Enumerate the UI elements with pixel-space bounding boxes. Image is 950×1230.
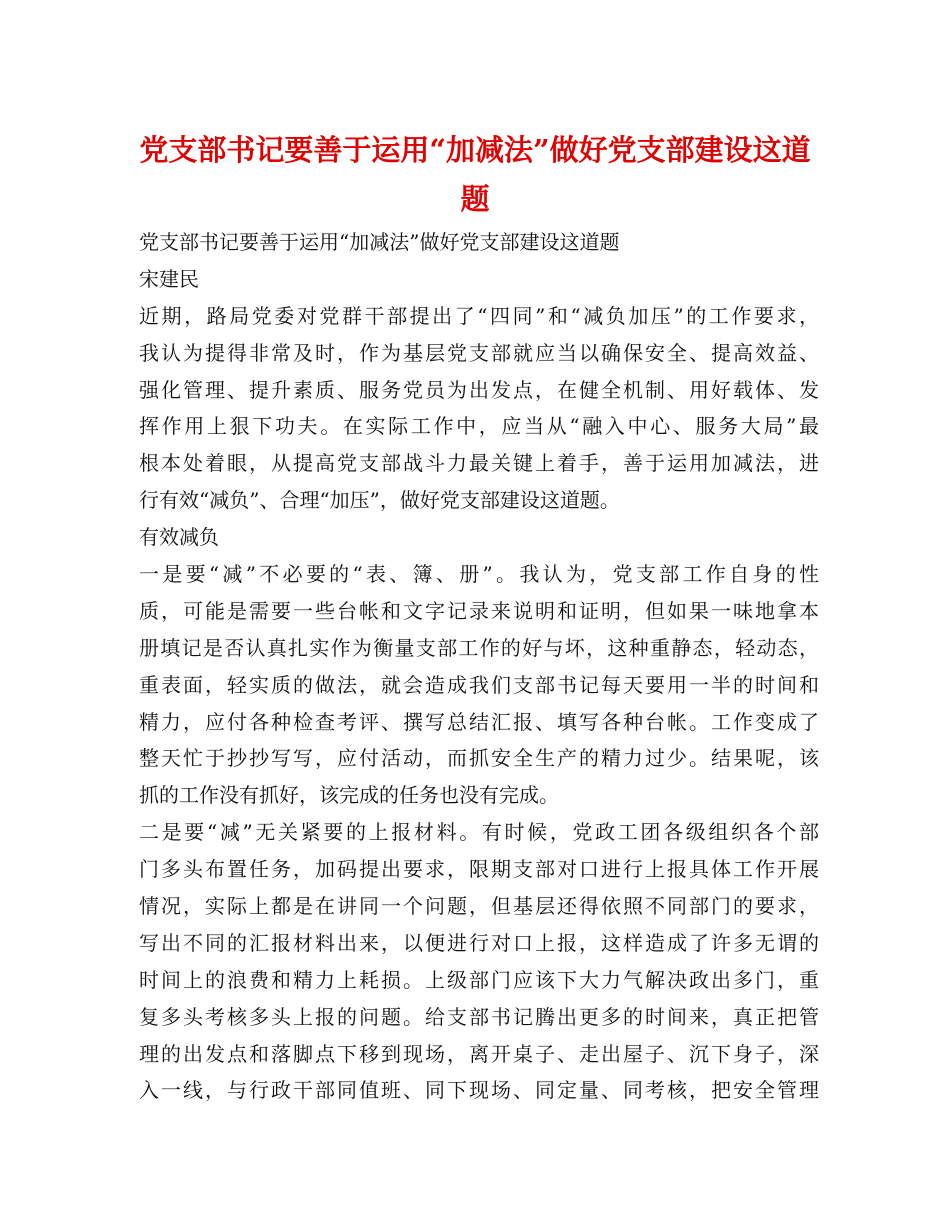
paragraph-line: 抓的工作没有抓好，该完成的任务也没有完成。 bbox=[139, 783, 559, 808]
paragraph-line: 近期，路局党委对党群干部提出了“四同”和“减负加压”的工作要求， bbox=[139, 303, 819, 328]
section-heading: 有效减负 bbox=[139, 525, 219, 550]
paragraph-line: 入一线，与行政干部同值班、同下现场、同定量、同考核，把安全管理 bbox=[139, 1078, 819, 1103]
document-title bbox=[120, 126, 830, 224]
paragraph-line: 情况，实际上都是在讲同一个问题，但基层还得依照不同部门的要求， bbox=[139, 894, 819, 919]
paragraph-line: 复多头考核多头上报的问题。给支部书记腾出更多的时间来，真正把管 bbox=[139, 1004, 819, 1029]
document-body bbox=[139, 224, 819, 1109]
paragraph-line: 我认为提得非常及时，作为基层党支部就应当以确保安全、提高效益、 bbox=[139, 340, 819, 365]
paragraph-line: 写出不同的汇报材料出来，以便进行对口上报，这样造成了许多无谓的 bbox=[139, 930, 819, 955]
paragraph-line: 二是要“减”无关紧要的上报材料。有时候，党政工团各级组织各个部 bbox=[139, 820, 819, 845]
paragraph-line: 精力，应付各种检查考评、撰写总结汇报、填写各种台帐。工作变成了 bbox=[139, 709, 819, 734]
subtitle-line: 党支部书记要善于运用“加减法”做好党支部建设这道题 bbox=[139, 230, 620, 254]
paragraph-line: 时间上的浪费和精力上耗损。上级部门应该下大力气解决政出多门，重 bbox=[139, 967, 819, 992]
document-title-line-2: 题 bbox=[460, 182, 490, 216]
paragraph-line: 理的出发点和落脚点下移到现场，离开桌子、走出屋子、沉下身子，深 bbox=[139, 1041, 819, 1066]
paragraph-line: 整天忙于抄抄写写，应付活动，而抓安全生产的精力过少。结果呢，该 bbox=[139, 746, 819, 771]
paragraph-line: 重表面，轻实质的做法，就会造成我们支部书记每天要用一半的时间和 bbox=[139, 672, 819, 697]
paragraph-line: 质，可能是需要一些台帐和文字记录来说明和证明，但如果一味地拿本 bbox=[139, 598, 819, 623]
paragraph-line: 强化管理、提升素质、服务党员为出发点，在健全机制、用好载体、发 bbox=[139, 377, 819, 402]
paragraph-line: 根本处着眼，从提高党支部战斗力最关键上着手，善于运用加减法，进 bbox=[139, 451, 819, 476]
author-line: 宋建民 bbox=[139, 266, 199, 291]
paragraph-line: 一是要“减”不必要的“表、簿、册”。我认为，党支部工作自身的性 bbox=[139, 562, 819, 587]
paragraph-line: 册填记是否认真扎实作为衡量支部工作的好与坏，这种重静态，轻动态， bbox=[139, 635, 819, 660]
paragraph-line: 行有效“减负”、合理“加压”，做好党支部建设这道题。 bbox=[139, 488, 620, 513]
document-title-line-1: 党支部书记要善于运用“加减法”做好党支部建设这道 bbox=[139, 133, 811, 167]
paragraph-line: 挥作用上狠下功夫。在实际工作中，应当从“融入中心、服务大局”最 bbox=[139, 414, 819, 439]
paragraph-line: 门多头布置任务，加码提出要求，限期支部对口进行上报具体工作开展 bbox=[139, 857, 819, 882]
